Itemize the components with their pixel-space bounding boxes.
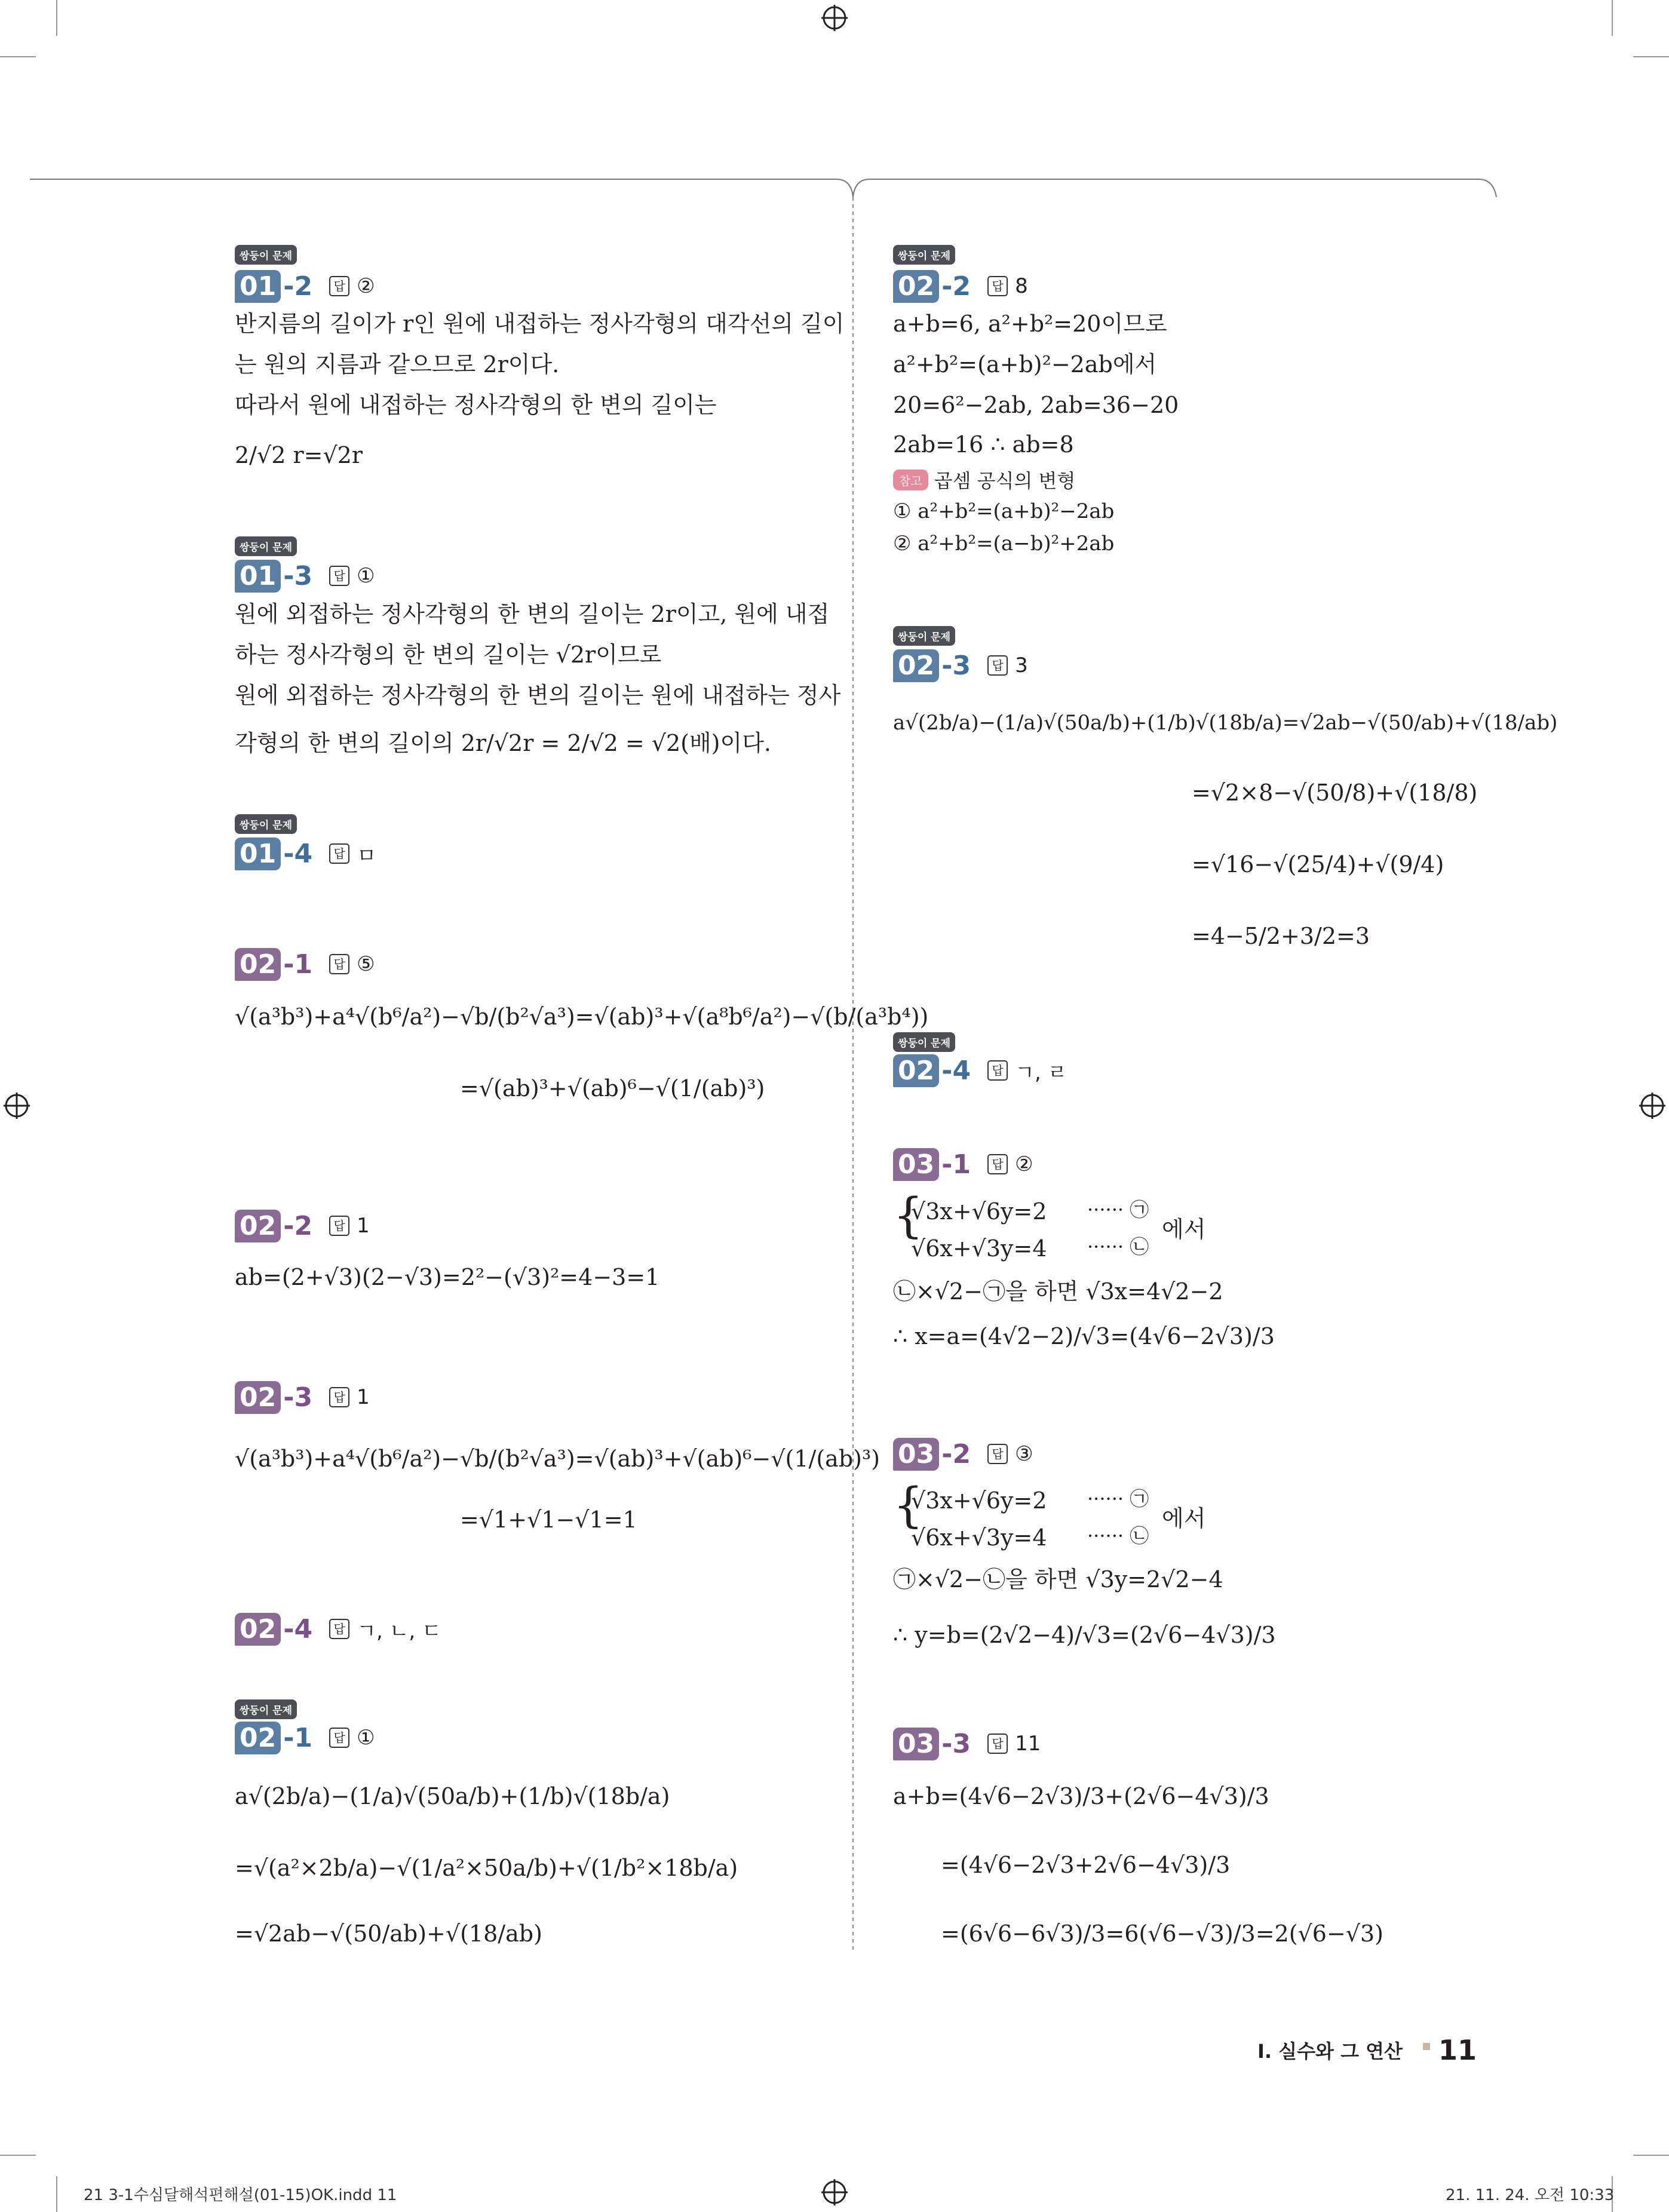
- answer-value: 8: [1015, 274, 1028, 298]
- answer-icon: 답: [987, 1734, 1008, 1754]
- answer-icon: 답: [987, 276, 1008, 296]
- problem-subnumber: -3: [941, 650, 971, 681]
- solution-line: a²+b²=(a+b)²−2ab에서: [893, 351, 1157, 378]
- solution-line: 20=6²−2ab, 2ab=36−20: [893, 392, 1179, 418]
- answer-icon: 답: [987, 1154, 1008, 1174]
- equation-suffix: 에서: [1162, 1216, 1206, 1242]
- answer-value: ②: [357, 274, 375, 298]
- problem-subnumber: -2: [941, 1438, 971, 1469]
- solution-line: ∴ x=a=(4√2−2)/√3=(4√6−2√3)/3: [893, 1323, 1275, 1349]
- answer-value: 1: [357, 1385, 370, 1409]
- answer-icon: 답: [329, 276, 349, 296]
- solution-formula: 2/√2 r=√2r: [235, 442, 363, 468]
- note-label: 참고: [893, 470, 928, 490]
- problem-badge-twin-02-1: [235, 1720, 375, 1755]
- registration-mark-top: [821, 5, 848, 31]
- answer-value: ㄱ, ㄹ: [1015, 1060, 1067, 1085]
- equation-marker: ······ ㉠: [1087, 1487, 1149, 1510]
- problem-badge-twin-02-2: [893, 269, 1028, 303]
- problem-number: 01: [235, 270, 281, 303]
- solution-line: a+b=6, a²+b²=20이므로: [893, 311, 1167, 337]
- solution-line: 따라서 원에 내접하는 정사각형의 한 변의 길이는: [235, 392, 717, 418]
- problem-subnumber: -4: [283, 1613, 313, 1645]
- print-file-info: 21 3-1수심달해석편해설(01-15)OK.indd 11: [84, 2186, 397, 2204]
- solution-formula: =√16−√(25/4)+√(9/4): [1192, 851, 1444, 878]
- problem-number: 01: [235, 560, 281, 593]
- solution-formula: =√2ab−√(50/ab)+√(18/ab): [235, 1920, 542, 1947]
- answer-icon: 답: [987, 1444, 1008, 1464]
- problem-number: 03: [893, 1148, 939, 1181]
- note-title: 곱셈 공식의 변형: [934, 470, 1076, 492]
- solution-line: ㉡×√2−㉠을 하면 √3x=4√2−2: [893, 1278, 1223, 1305]
- registration-mark-bottom: [821, 2179, 848, 2205]
- problem-subnumber: -2: [941, 271, 971, 302]
- equation: √6x+√3y=4: [911, 1235, 1047, 1262]
- solution-line: 반지름의 길이가 r인 원에 내접하는 정사각형의 대각선의 길이: [235, 311, 845, 337]
- section-title: Ⅰ. 실수와 그 연산: [1257, 2040, 1403, 2063]
- problem-badge-02-4: [235, 1612, 441, 1646]
- solution-line: 는 원의 지름과 같으므로 2r이다.: [235, 351, 560, 378]
- problem-badge-02-1: [235, 947, 375, 981]
- problem-subnumber: -1: [941, 1149, 971, 1180]
- answer-icon: 답: [987, 655, 1008, 676]
- problem-badge-03-3: [893, 1726, 1041, 1761]
- problem-number: 02: [893, 649, 939, 682]
- solution-formula: a+b=(4√6−2√3)/3+(2√6−4√3)/3: [893, 1783, 1269, 1809]
- answer-value: ①: [357, 564, 375, 588]
- twin-problem-label: 쌍둥이 문제: [235, 536, 297, 556]
- solution-formula: ab=(2+√3)(2−√3)=2²−(√3)²=4−3=1: [235, 1264, 660, 1290]
- problem-number: 02: [235, 948, 281, 981]
- problem-number: 01: [235, 837, 281, 870]
- twin-problem-label: 쌍둥이 문제: [893, 626, 955, 646]
- answer-value: ③: [1015, 1442, 1033, 1466]
- answer-icon: 답: [329, 1619, 349, 1639]
- answer-icon: 답: [329, 843, 349, 864]
- solution-formula: a√(2b/a)−(1/a)√(50a/b)+(1/b)√(18b/a): [235, 1783, 670, 1809]
- problem-subnumber: -1: [283, 1722, 313, 1753]
- solution-formula: =√(a²×2b/a)−√(1/a²×50a/b)+√(1/b²×18b/a): [235, 1855, 738, 1881]
- problem-subnumber: -2: [283, 1210, 313, 1241]
- answer-value: ⑤: [357, 952, 375, 976]
- equation-marker: ······ ㉠: [1087, 1198, 1149, 1221]
- problem-subnumber: -3: [941, 1728, 971, 1759]
- problem-badge-02-3: [235, 1380, 370, 1415]
- problem-number: 02: [893, 1054, 939, 1087]
- problem-badge-01-3: [235, 559, 375, 593]
- solution-line: 하는 정사각형의 한 변의 길이는 √2r이므로: [235, 642, 662, 668]
- page-number: 11: [1438, 2034, 1477, 2066]
- twin-problem-label: 쌍둥이 문제: [893, 245, 955, 265]
- twin-problem-label: 쌍둥이 문제: [893, 1032, 955, 1052]
- answer-value: 1: [357, 1214, 370, 1238]
- answer-icon: 답: [987, 1060, 1008, 1081]
- problem-subnumber: -4: [941, 1055, 971, 1086]
- answer-icon: 답: [329, 954, 349, 974]
- problem-number: 02: [235, 1381, 281, 1414]
- answer-value: 11: [1015, 1732, 1041, 1756]
- solution-line: ㉠×√2−㉡을 하면 √3y=2√2−4: [893, 1566, 1223, 1593]
- system-brace: {: [893, 1477, 924, 1533]
- solution-formula: √(a³b³)+a⁴√(b⁶/a²)−√b/(b²√a³)=√(ab)³+√(a⁸b⁶/a²)−√(b/(a³b⁴)): [235, 1004, 929, 1030]
- equation: √6x+√3y=4: [911, 1524, 1047, 1551]
- problem-number: 03: [893, 1728, 939, 1760]
- problem-number: 02: [893, 270, 939, 303]
- equation: √3x+√6y=2: [911, 1487, 1047, 1514]
- solution-formula: =√(ab)³+√(ab)⁶−√(1/(ab)³): [460, 1075, 765, 1102]
- solution-line: 각형의 한 변의 길이의 2r/√2r = 2/√2 = √2(배)이다.: [235, 730, 772, 756]
- solution-line: 원에 외접하는 정사각형의 한 변의 길이는 원에 내접하는 정사: [235, 682, 841, 708]
- solution-line: 2ab=16 ∴ ab=8: [893, 431, 1074, 458]
- equation-suffix: 에서: [1162, 1505, 1206, 1532]
- answer-icon: 답: [329, 1728, 349, 1748]
- equation-marker: ······ ㉡: [1087, 1235, 1149, 1258]
- print-date-info: 21. 11. 24. 오전 10:33: [1446, 2186, 1615, 2204]
- problem-subnumber: -3: [283, 1382, 313, 1413]
- answer-value: ㅁ: [357, 843, 376, 868]
- solution-formula: √(a³b³)+a⁴√(b⁶/a²)−√b/(b²√a³)=√(ab)³+√(ab)⁶−√(1/(ab)³): [235, 1446, 880, 1472]
- solution-formula: =(4√6−2√3+2√6−4√3)/3: [941, 1852, 1231, 1878]
- problem-subnumber: -2: [283, 271, 313, 302]
- system-brace: {: [893, 1188, 924, 1243]
- problem-subnumber: -1: [283, 949, 313, 980]
- note-line: ① a²+b²=(a+b)²−2ab: [893, 499, 1115, 523]
- equation: √3x+√6y=2: [911, 1198, 1047, 1225]
- twin-problem-label: 쌍둥이 문제: [235, 1699, 297, 1719]
- answer-value: ②: [1015, 1152, 1033, 1176]
- solution-line: 원에 외접하는 정사각형의 한 변의 길이는 2r이고, 원에 내접: [235, 601, 830, 627]
- solution-formula: =√1+√1−√1=1: [460, 1507, 637, 1533]
- twin-problem-label: 쌍둥이 문제: [235, 245, 297, 265]
- answer-icon: 답: [329, 1216, 349, 1236]
- problem-subnumber: -3: [283, 560, 313, 591]
- solution-formula: =√2×8−√(50/8)+√(18/8): [1192, 780, 1478, 806]
- registration-mark-right: [1639, 1093, 1665, 1119]
- answer-icon: 답: [329, 566, 349, 586]
- answer-value: 3: [1015, 654, 1028, 677]
- problem-badge-03-2: [893, 1437, 1033, 1471]
- answer-icon: 답: [329, 1387, 349, 1407]
- problem-badge-01-4: [235, 836, 376, 871]
- problem-number: 02: [235, 1722, 281, 1754]
- note-line: ② a²+b²=(a−b)²+2ab: [893, 532, 1115, 556]
- problem-subnumber: -4: [283, 838, 313, 869]
- registration-mark-left: [4, 1093, 30, 1119]
- problem-badge-twin-02-3: [893, 648, 1028, 683]
- top-border-curve: [30, 179, 1496, 197]
- problem-number: 02: [235, 1613, 281, 1646]
- solution-line: ∴ y=b=(2√2−4)/√3=(2√6−4√3)/3: [893, 1622, 1276, 1648]
- twin-problem-label: 쌍둥이 문제: [235, 814, 297, 834]
- page-footer: [1257, 2034, 1477, 2066]
- note-box: [893, 466, 1075, 493]
- answer-value: ㄱ, ㄴ, ㄷ: [357, 1619, 441, 1643]
- solution-formula: a√(2b/a)−(1/a)√(50a/b)+(1/b)√(18b/a)=√2ab−√(50/ab)+√(18/ab): [893, 711, 1558, 735]
- problem-badge-02-2: [235, 1208, 370, 1243]
- problem-badge-01-2: [235, 269, 375, 303]
- problem-number: 02: [235, 1210, 281, 1242]
- problem-badge-twin-02-4: [893, 1053, 1067, 1088]
- problem-number: 03: [893, 1438, 939, 1471]
- solution-formula: =(6√6−6√3)/3=6(√6−√3)/3=2(√6−√3): [941, 1920, 1383, 1947]
- answer-value: ①: [357, 1726, 375, 1750]
- solution-formula: =4−5/2+3/2=3: [1192, 923, 1370, 949]
- problem-badge-03-1: [893, 1147, 1033, 1182]
- equation-marker: ······ ㉡: [1087, 1524, 1149, 1547]
